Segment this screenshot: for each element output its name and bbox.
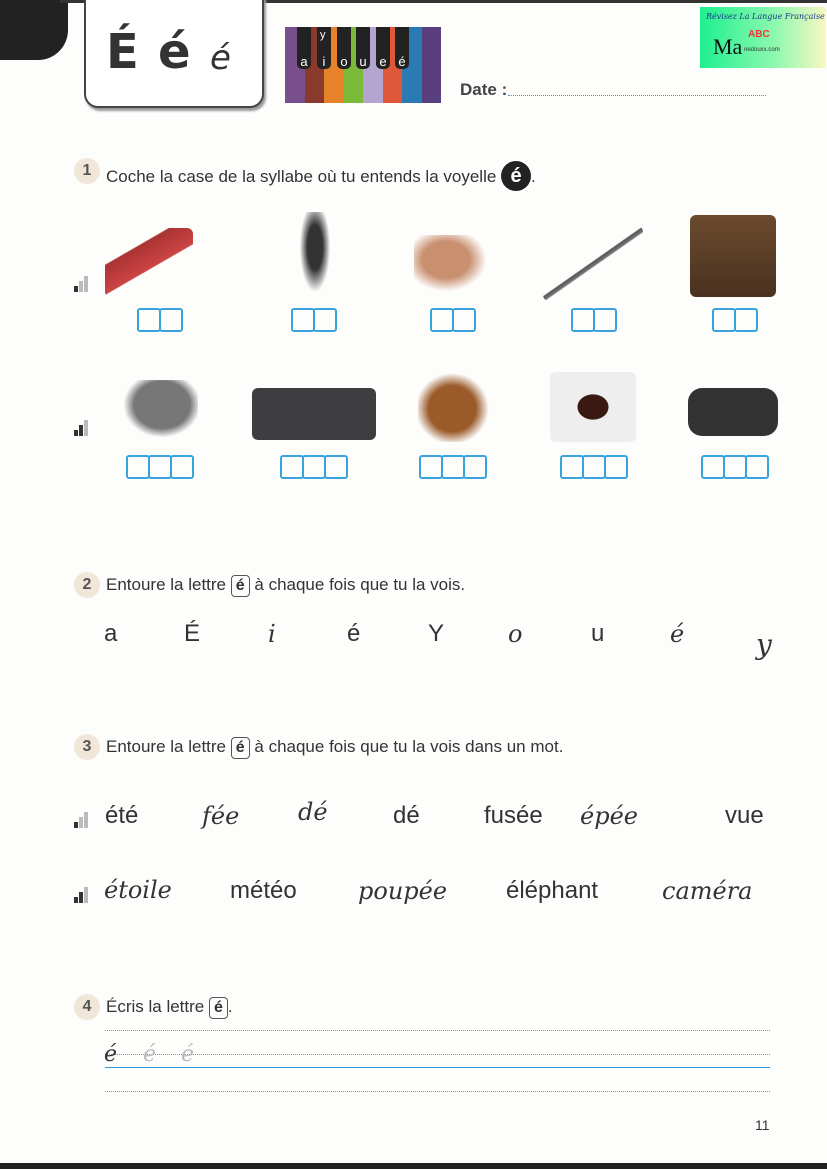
letter-item[interactable]: u [591,620,605,647]
exercise-instruction [106,161,536,191]
camcorder-image [688,388,778,436]
logo-text: nedouxx.com [744,47,780,53]
sofa-image [252,388,376,440]
word-item[interactable]: dé [298,798,328,826]
syllable-boxes[interactable] [571,308,615,332]
writing-guideline [105,1030,770,1031]
instruction-text: à chaque fois que tu la vois dans un mot. [254,737,564,756]
letter-box: é [209,997,228,1019]
syllable-boxes[interactable] [280,455,346,479]
word-item[interactable]: dé [393,802,420,829]
punctuation: . [531,167,536,186]
word-item[interactable]: étoile [104,876,172,904]
letter-box: é [231,737,250,759]
smoke-image [297,212,333,300]
piano-key-y: y [320,29,326,41]
punctuation: . [227,997,233,1016]
letter-item[interactable]: É [184,620,201,647]
exercise-number: 2 [74,572,100,598]
word-item[interactable]: vue [725,802,764,829]
squirrel-image [418,368,494,442]
letter-item[interactable]: é [670,620,685,648]
page-corner-decoration [0,0,68,60]
difficulty-icon [74,276,88,292]
baby-image [414,235,494,297]
instruction-text: Entoure la lettre [106,575,227,594]
title-letter-lowercase: é [158,24,191,80]
instruction-text: Entoure la lettre [106,737,227,756]
sword-image [543,226,643,301]
difficulty-icon [74,420,88,436]
letter-item[interactable]: y [756,628,772,661]
title-letter-cursive: é [210,38,231,78]
title-letter-uppercase: É [106,24,139,80]
syllable-boxes[interactable] [291,308,335,332]
writing-guideline [105,1054,770,1055]
logo-text: Révisez La Langue Française [706,12,825,21]
word-item[interactable]: épée [580,802,638,830]
trace-letter[interactable]: é [143,1042,157,1067]
word-item[interactable]: météo [230,877,297,904]
title-box [84,0,264,108]
piano-key-e-acute: é [395,27,409,69]
syllable-boxes[interactable] [419,455,485,479]
difficulty-icon [74,812,88,828]
letter-item[interactable]: a [104,620,118,647]
letter-box: é [231,575,250,597]
syllable-boxes[interactable] [701,455,767,479]
exercise-instruction [106,997,233,1019]
treasure-chest-image [690,215,776,297]
letter-item[interactable]: o [508,620,523,648]
speech-bubble-icon: é [501,161,531,191]
syllable-boxes[interactable] [126,455,192,479]
exercise-instruction [106,737,563,759]
fireplace-image [550,372,636,442]
piano-key-o: o [337,27,351,69]
difficulty-icon [74,887,88,903]
letter-item[interactable]: Y [428,620,445,647]
site-logo [700,7,826,68]
elephant-image [118,380,198,442]
exercise-number: 3 [74,734,100,760]
word-item[interactable]: éléphant [506,877,599,904]
logo-text: ABC [748,29,770,40]
piano-key-i: i [317,27,331,69]
instruction-text: à chaque fois que tu la vois. [254,575,466,594]
piano-key-e: e [376,27,390,69]
syllable-boxes[interactable] [560,455,626,479]
piano-key-a: a [297,27,311,69]
model-letter: é [104,1042,118,1067]
piano-key-u: u [356,27,370,69]
writing-guideline [105,1091,770,1092]
letter-item[interactable]: é [347,620,361,647]
word-item[interactable]: caméra [662,877,753,905]
trace-letter[interactable]: é [181,1042,195,1067]
exercise-number: 1 [74,158,100,184]
word-item[interactable]: fusée [484,802,543,829]
syllable-boxes[interactable] [430,308,474,332]
letter-item[interactable]: i [268,620,276,648]
scan-edge [0,1163,827,1169]
exercise-number: 4 [74,994,100,1020]
syllable-boxes[interactable] [137,308,181,332]
word-item[interactable]: poupée [358,877,448,905]
date-label: Date : [460,80,508,99]
syllable-boxes[interactable] [712,308,756,332]
exercise-instruction [106,575,465,597]
word-item[interactable]: été [105,802,139,829]
writing-baseline[interactable] [105,1067,770,1068]
rocket-image [105,228,193,298]
instruction-text: Coche la case de la syllabe où tu entends la voyelle [106,167,497,186]
vowel-piano-icon [285,27,441,103]
word-item[interactable]: fée [202,802,240,830]
logo-text: Ma [713,34,743,59]
instruction-text: Écris la lettre [106,997,205,1016]
date-field[interactable] [508,95,766,96]
page-number: 11 [755,1117,770,1133]
